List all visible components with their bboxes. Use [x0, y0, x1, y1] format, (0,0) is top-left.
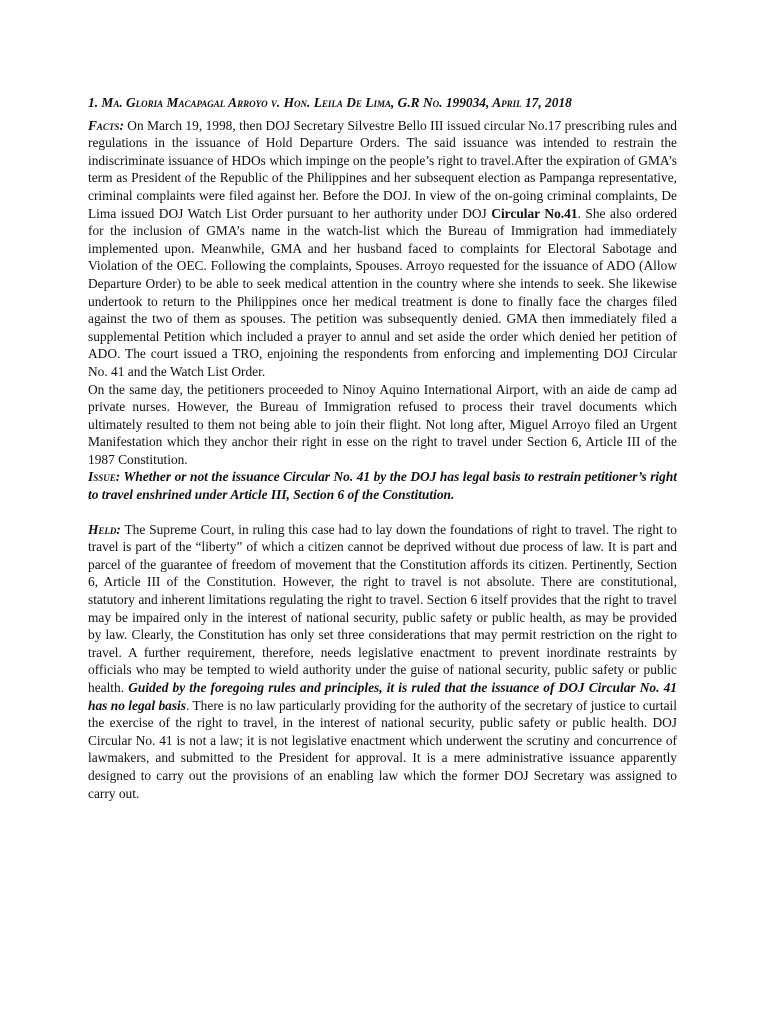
- case-number: 1.: [88, 95, 99, 110]
- case-title: [88, 94, 677, 112]
- paragraph-spacer: [88, 504, 677, 521]
- facts-paragraph-2: On the same day, the petitioners proceeded to Ninoy Aquino International Airport, with an aide de camp ad private nurses. However, the Bureau of Immigration refused to process their travel documents which ultimately resulted to them not being able to join their flight. Not long after, Miguel Arroyo filed an Urgent Manifestation which they anchor their right in esse on the right to travel under Section 6, Article III of the 1987 Constitution.: [88, 381, 677, 467]
- held-text-1: The Supreme Court, in ruling this case had to lay down the foundations of right to travel. The right to travel is part of the “liberty” of which a citizen cannot be deprived without due process of law. It is part and parcel of the guarantee of freedom of movement that the Constitution affords its citizen. Pertinently, Section 6, Article III of the Constitution. However, the right to travel is not absolute. There are constitutional, statutory and inherent limitations regulating the right to travel. Section 6 itself provides that the right to travel may be impaired only in the interest of national security, public safety or public health, as may be provided by law. Clearly, the Constitution has only set three considerations that may permit restriction on the right to travel. A further requirement, therefore, needs legislative enactment to prevent inordinate restraints by officials who may be tempted to wield authority under the guise of national security, public safety or public health.: [88, 521, 677, 695]
- held-label: Held:: [88, 521, 121, 537]
- held-text-2: . There is no law particularly providing for the authority of the secretary of justice to curtail the exercise of the right to travel, in the interest of national security, public safety or public health. DOJ Circular No. 41 is not a law; it is not legislative enactment which underwent the scrutiny and concurrence of lawmakers, and submitted to the President for approval. It is a mere administrative issuance apparently designed to carry out the provisions of an enabling law which the former DOJ Secretary was assigned to carry out.: [88, 697, 677, 801]
- facts-label: Facts:: [88, 117, 124, 133]
- facts-text-1: On March 19, 1998, then DOJ Secretary Silvestre Bello III issued circular No.17 prescribing rules and regulations in the issuance of Hold Departure Orders. The said issuance was intended to restrain the indiscriminate issuance of HDOs which impinge on the people’s right to travel.After the expiration of GMA’s term as President of the Republic of the Philippines and her subsequent election as Pampanga representative, criminal complaints were filed against her. Before the DOJ. In view of the on-going criminal complaints, De Lima issued DOJ Watch List Order pursuant to her authority under DOJ: [88, 117, 677, 221]
- case-name: Ma. Gloria Macapagal Arroyo v. Hon. Leila De Lima, G.R No. 199034, April 17, 2018: [101, 95, 572, 110]
- issue-label: Issue:: [88, 469, 121, 485]
- issue-paragraph: [88, 468, 677, 503]
- facts-text-2: . She also ordered for the inclusion of GMA’s name in the watch-list which the Bureau of Immigration had immediately implemented upon. Meanwhile, GMA and her husband faced to complaints for Electoral Sabotage and Violation of the OEC. Following the complaints, Spouses. Arroyo requested for the issuance of ADO (Allow Departure Order) to be able to seek medical attention in the country where she intends to seek. She likewise undertook to return to the Philippines once her medical treatment is done to finally face the charges filed against the two of them as spouses. The petition was subsequently denied. GMA then immediately filed a supplemental Petition which included a prayer to annul and set aside the order which denied her petition of ADO. The court issued a TRO, enjoining the respondents from enforcing and implementing DOJ Circular No. 41 and the Watch List Order.: [88, 205, 677, 379]
- issue-text: Whether or not the issuance Circular No. 41 by the DOJ has legal basis to restrain petitioner’s right to travel enshrined under Article III, Section 6 of the Constitution.: [88, 469, 677, 503]
- facts-paragraph: [88, 117, 677, 381]
- held-ruling-emphasis: Guided by the foregoing rules and principles, it is ruled that the issuance of DOJ Circular No. 41 has no legal basis: [88, 680, 677, 713]
- document-page: [88, 94, 677, 802]
- held-paragraph: [88, 521, 677, 803]
- facts-circular-emphasis: Circular No.41: [491, 205, 578, 221]
